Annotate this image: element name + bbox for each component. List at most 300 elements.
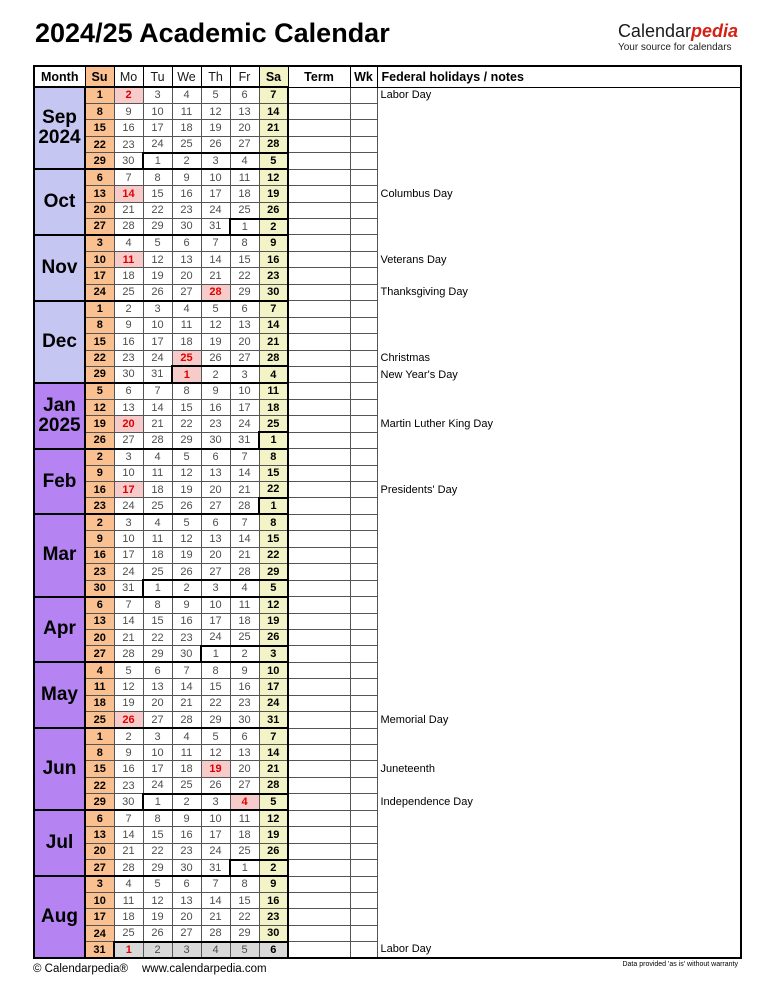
day-cell: 8 xyxy=(85,745,114,761)
day-cell: 14 xyxy=(230,465,259,481)
day-cell: 13 xyxy=(230,745,259,761)
day-cell: 6 xyxy=(230,87,259,103)
day-cell: 18 xyxy=(172,334,201,350)
day-cell: 30 xyxy=(172,646,201,662)
day-cell: 31 xyxy=(259,712,288,728)
day-cell: 29 xyxy=(85,794,114,810)
week-row xyxy=(34,909,741,925)
holiday-note: Independence Day xyxy=(377,794,741,810)
day-cell: 30 xyxy=(230,712,259,728)
week-row xyxy=(34,712,741,728)
week-row xyxy=(34,317,741,333)
day-cell: 13 xyxy=(85,186,114,202)
week-row xyxy=(34,745,741,761)
day-cell: 1 xyxy=(143,153,172,169)
notes-cell xyxy=(377,925,741,941)
day-cell: 25 xyxy=(230,843,259,859)
holiday-note: Thanksgiving Day xyxy=(377,284,741,300)
wk-cell xyxy=(350,564,377,580)
holiday-note: Memorial Day xyxy=(377,712,741,728)
day-cell: 16 xyxy=(85,482,114,498)
week-row xyxy=(34,449,741,465)
day-cell: 28 xyxy=(172,712,201,728)
wk-cell xyxy=(350,366,377,382)
notes-cell xyxy=(377,383,741,399)
day-cell: 10 xyxy=(85,251,114,267)
day-cell: 9 xyxy=(172,169,201,185)
day-cell: 20 xyxy=(85,629,114,645)
holiday-note: New Year's Day xyxy=(377,366,741,382)
day-cell: 21 xyxy=(201,268,230,284)
day-cell: 1 xyxy=(85,728,114,744)
day-cell: 24 xyxy=(230,416,259,432)
day-cell: 17 xyxy=(143,120,172,136)
day-cell: 23 xyxy=(172,843,201,859)
day-cell: 26 xyxy=(201,777,230,793)
day-cell: 11 xyxy=(85,679,114,695)
day-cell: 31 xyxy=(201,860,230,876)
term-cell xyxy=(288,284,350,300)
notes-cell xyxy=(377,613,741,629)
day-cell-holiday: 26 xyxy=(114,712,143,728)
wk-cell xyxy=(350,432,377,448)
day-cell: 4 xyxy=(85,662,114,678)
notes-cell xyxy=(377,235,741,251)
day-cell: 2 xyxy=(172,580,201,596)
term-cell xyxy=(288,909,350,925)
day-cell: 22 xyxy=(143,629,172,645)
day-cell: 10 xyxy=(201,597,230,613)
day-cell: 5 xyxy=(143,235,172,251)
day-cell: 19 xyxy=(114,695,143,711)
day-cell: 23 xyxy=(85,564,114,580)
notes-cell xyxy=(377,843,741,859)
week-row xyxy=(34,613,741,629)
notes-cell xyxy=(377,695,741,711)
week-row xyxy=(34,531,741,547)
day-cell: 28 xyxy=(114,219,143,235)
day-cell: 7 xyxy=(259,301,288,317)
day-cell: 21 xyxy=(259,761,288,777)
notes-cell xyxy=(377,892,741,908)
term-cell xyxy=(288,103,350,119)
day-cell: 29 xyxy=(143,646,172,662)
week-row xyxy=(34,597,741,613)
day-cell: 13 xyxy=(114,399,143,415)
day-cell: 3 xyxy=(114,514,143,530)
calendar-body xyxy=(34,87,741,958)
day-cell: 20 xyxy=(230,761,259,777)
day-cell: 15 xyxy=(172,399,201,415)
month-label-oct: Oct xyxy=(34,169,85,235)
month-label-aug: Aug xyxy=(34,876,85,958)
day-cell: 13 xyxy=(201,465,230,481)
notes-cell xyxy=(377,876,741,892)
term-cell xyxy=(288,482,350,498)
wk-cell xyxy=(350,334,377,350)
day-cell: 23 xyxy=(114,136,143,152)
day-cell: 11 xyxy=(172,745,201,761)
day-cell: 19 xyxy=(259,186,288,202)
day-cell: 11 xyxy=(230,810,259,826)
term-cell xyxy=(288,876,350,892)
day-cell: 10 xyxy=(85,892,114,908)
day-cell: 4 xyxy=(230,580,259,596)
wk-cell xyxy=(350,679,377,695)
notes-cell xyxy=(377,547,741,563)
term-cell xyxy=(288,777,350,793)
day-cell-holiday: 1 xyxy=(172,366,201,382)
month-label-dec: Dec xyxy=(34,301,85,383)
day-cell: 1 xyxy=(143,580,172,596)
day-cell: 8 xyxy=(143,597,172,613)
term-cell xyxy=(288,87,350,103)
day-cell: 17 xyxy=(143,334,172,350)
holiday-note: Labor Day xyxy=(377,942,741,958)
day-cell: 2 xyxy=(201,366,230,382)
notes-cell xyxy=(377,679,741,695)
day-cell: 6 xyxy=(85,597,114,613)
day-cell: 2 xyxy=(85,449,114,465)
wk-cell xyxy=(350,613,377,629)
day-cell: 22 xyxy=(201,695,230,711)
term-cell xyxy=(288,564,350,580)
day-cell: 19 xyxy=(85,416,114,432)
term-cell xyxy=(288,399,350,415)
day-cell: 30 xyxy=(172,219,201,235)
day-cell: 12 xyxy=(201,103,230,119)
notes-cell xyxy=(377,514,741,530)
day-cell: 23 xyxy=(259,909,288,925)
day-cell-holiday: 17 xyxy=(114,482,143,498)
day-cell: 25 xyxy=(172,777,201,793)
day-cell-holiday: 20 xyxy=(114,416,143,432)
day-cell: 17 xyxy=(259,679,288,695)
day-cell: 13 xyxy=(143,679,172,695)
day-cell: 22 xyxy=(85,350,114,366)
day-cell: 8 xyxy=(143,810,172,826)
day-cell: 24 xyxy=(201,202,230,218)
day-cell: 12 xyxy=(201,317,230,333)
day-cell: 2 xyxy=(85,514,114,530)
week-row xyxy=(34,498,741,514)
day-cell: 22 xyxy=(143,843,172,859)
day-cell: 24 xyxy=(143,136,172,152)
day-cell: 14 xyxy=(259,745,288,761)
day-cell: 10 xyxy=(114,531,143,547)
day-cell: 26 xyxy=(143,284,172,300)
day-cell: 29 xyxy=(230,925,259,941)
wk-cell xyxy=(350,925,377,941)
wk-cell xyxy=(350,153,377,169)
col-header-fr: Fr xyxy=(230,66,259,87)
website-link[interactable]: www.calendarpedia.com xyxy=(141,963,267,975)
day-cell: 6 xyxy=(230,301,259,317)
day-cell: 20 xyxy=(201,547,230,563)
notes-cell xyxy=(377,728,741,744)
col-header-mo: Mo xyxy=(114,66,143,87)
header-row xyxy=(34,66,741,87)
term-cell xyxy=(288,432,350,448)
page-title: 2024/25 Academic Calendar xyxy=(35,18,390,48)
day-cell: 13 xyxy=(85,613,114,629)
day-cell: 16 xyxy=(201,399,230,415)
week-row xyxy=(34,87,741,103)
week-row xyxy=(34,514,741,530)
notes-cell xyxy=(377,860,741,876)
day-cell: 7 xyxy=(172,662,201,678)
day-cell: 14 xyxy=(201,251,230,267)
term-cell xyxy=(288,925,350,941)
term-cell xyxy=(288,449,350,465)
day-cell: 4 xyxy=(114,876,143,892)
wk-cell xyxy=(350,202,377,218)
week-row xyxy=(34,580,741,596)
notes-cell xyxy=(377,120,741,136)
day-cell: 9 xyxy=(85,531,114,547)
day-cell: 20 xyxy=(172,268,201,284)
day-cell: 26 xyxy=(201,136,230,152)
day-cell: 14 xyxy=(259,103,288,119)
day-cell: 15 xyxy=(85,120,114,136)
day-cell: 27 xyxy=(230,350,259,366)
day-cell: 7 xyxy=(114,597,143,613)
day-cell: 13 xyxy=(201,531,230,547)
day-cell: 18 xyxy=(114,268,143,284)
term-cell xyxy=(288,531,350,547)
col-header-notes: Federal holidays / notes xyxy=(377,66,741,87)
day-cell: 8 xyxy=(259,449,288,465)
day-cell: 20 xyxy=(230,120,259,136)
week-row xyxy=(34,728,741,744)
term-cell xyxy=(288,613,350,629)
day-cell: 19 xyxy=(201,334,230,350)
day-cell: 10 xyxy=(201,169,230,185)
day-cell: 9 xyxy=(114,317,143,333)
day-cell: 8 xyxy=(172,383,201,399)
week-row xyxy=(34,629,741,645)
day-cell: 4 xyxy=(143,449,172,465)
day-cell: 22 xyxy=(259,547,288,563)
term-cell xyxy=(288,580,350,596)
day-cell: 28 xyxy=(143,432,172,448)
notes-cell xyxy=(377,777,741,793)
day-cell: 23 xyxy=(172,202,201,218)
day-cell: 12 xyxy=(85,399,114,415)
day-cell: 9 xyxy=(172,810,201,826)
day-cell: 12 xyxy=(259,810,288,826)
day-cell: 4 xyxy=(114,235,143,251)
day-cell: 6 xyxy=(201,514,230,530)
day-cell: 11 xyxy=(230,169,259,185)
wk-cell xyxy=(350,662,377,678)
week-row xyxy=(34,169,741,185)
term-cell xyxy=(288,843,350,859)
day-cell: 21 xyxy=(230,482,259,498)
day-cell: 31 xyxy=(85,942,114,958)
day-cell: 19 xyxy=(259,827,288,843)
term-cell xyxy=(288,301,350,317)
day-cell: 20 xyxy=(143,695,172,711)
day-cell: 29 xyxy=(172,432,201,448)
wk-cell xyxy=(350,580,377,596)
notes-cell xyxy=(377,334,741,350)
day-cell: 16 xyxy=(172,613,201,629)
day-cell: 31 xyxy=(230,432,259,448)
day-cell: 6 xyxy=(230,728,259,744)
day-cell-holiday: 11 xyxy=(114,251,143,267)
week-row xyxy=(34,136,741,152)
calendarpedia-logo[interactable] xyxy=(618,22,738,53)
day-cell: 27 xyxy=(85,646,114,662)
col-header-wk: Wk xyxy=(350,66,377,87)
col-header-sa: Sa xyxy=(259,66,288,87)
day-cell: 30 xyxy=(172,860,201,876)
notes-cell xyxy=(377,301,741,317)
day-cell: 31 xyxy=(201,219,230,235)
month-label-mar: Mar xyxy=(34,514,85,596)
day-cell: 29 xyxy=(201,712,230,728)
day-cell: 2 xyxy=(114,301,143,317)
day-cell: 25 xyxy=(143,498,172,514)
day-cell: 21 xyxy=(114,202,143,218)
day-cell: 18 xyxy=(230,186,259,202)
day-cell: 13 xyxy=(85,827,114,843)
day-cell: 2 xyxy=(259,860,288,876)
term-cell xyxy=(288,416,350,432)
day-cell: 18 xyxy=(259,399,288,415)
day-cell: 1 xyxy=(201,646,230,662)
day-cell: 16 xyxy=(114,334,143,350)
day-cell: 1 xyxy=(85,87,114,103)
day-cell: 27 xyxy=(230,136,259,152)
day-cell: 28 xyxy=(230,564,259,580)
notes-cell xyxy=(377,399,741,415)
day-cell: 12 xyxy=(259,169,288,185)
wk-cell xyxy=(350,629,377,645)
day-cell: 16 xyxy=(85,547,114,563)
month-label-nov: Nov xyxy=(34,235,85,301)
notes-cell xyxy=(377,827,741,843)
footer-left xyxy=(33,963,267,975)
day-cell: 3 xyxy=(85,876,114,892)
day-cell: 24 xyxy=(114,498,143,514)
day-cell: 22 xyxy=(230,909,259,925)
day-cell: 8 xyxy=(230,876,259,892)
term-cell xyxy=(288,860,350,876)
day-cell: 22 xyxy=(85,777,114,793)
week-row xyxy=(34,350,741,366)
day-cell: 14 xyxy=(114,827,143,843)
day-cell: 3 xyxy=(201,580,230,596)
day-cell: 23 xyxy=(201,416,230,432)
day-cell: 26 xyxy=(172,564,201,580)
day-cell: 3 xyxy=(143,301,172,317)
day-cell: 9 xyxy=(114,745,143,761)
day-cell: 3 xyxy=(172,942,201,958)
day-cell: 24 xyxy=(114,564,143,580)
week-row xyxy=(34,202,741,218)
week-row xyxy=(34,876,741,892)
term-cell xyxy=(288,679,350,695)
month-label-feb: Feb xyxy=(34,449,85,515)
day-cell: 28 xyxy=(114,860,143,876)
day-cell: 25 xyxy=(259,416,288,432)
day-cell: 6 xyxy=(172,876,201,892)
week-row xyxy=(34,251,741,267)
day-cell: 15 xyxy=(143,827,172,843)
week-row xyxy=(34,268,741,284)
wk-cell xyxy=(350,268,377,284)
notes-cell xyxy=(377,498,741,514)
wk-cell xyxy=(350,465,377,481)
notes-cell xyxy=(377,810,741,826)
wk-cell xyxy=(350,136,377,152)
week-row xyxy=(34,662,741,678)
logo-text-red: pedia xyxy=(690,21,738,41)
week-row xyxy=(34,547,741,563)
day-cell: 18 xyxy=(172,120,201,136)
day-cell: 25 xyxy=(172,136,201,152)
notes-cell xyxy=(377,153,741,169)
term-cell xyxy=(288,728,350,744)
notes-cell xyxy=(377,629,741,645)
day-cell: 16 xyxy=(259,892,288,908)
day-cell: 8 xyxy=(143,169,172,185)
day-cell: 14 xyxy=(114,613,143,629)
day-cell: 20 xyxy=(85,843,114,859)
day-cell: 4 xyxy=(172,87,201,103)
day-cell: 3 xyxy=(201,153,230,169)
day-cell: 22 xyxy=(85,136,114,152)
wk-cell xyxy=(350,547,377,563)
day-cell: 4 xyxy=(172,728,201,744)
holiday-note: Labor Day xyxy=(377,87,741,103)
day-cell: 27 xyxy=(85,219,114,235)
day-cell: 6 xyxy=(201,449,230,465)
day-cell: 14 xyxy=(143,399,172,415)
day-cell: 2 xyxy=(172,794,201,810)
wk-cell xyxy=(350,383,377,399)
day-cell: 5 xyxy=(172,449,201,465)
day-cell: 3 xyxy=(201,794,230,810)
day-cell: 22 xyxy=(172,416,201,432)
col-header-month: Month xyxy=(34,66,85,87)
month-label-sep: Sep 2024 xyxy=(34,87,85,169)
logo-text-black: Calendar xyxy=(617,21,691,41)
week-row xyxy=(34,399,741,415)
day-cell: 8 xyxy=(259,514,288,530)
term-cell xyxy=(288,629,350,645)
notes-cell xyxy=(377,317,741,333)
holiday-note: Columbus Day xyxy=(377,186,741,202)
day-cell: 27 xyxy=(201,498,230,514)
day-cell: 15 xyxy=(85,334,114,350)
day-cell: 10 xyxy=(143,103,172,119)
day-cell: 4 xyxy=(259,366,288,382)
day-cell: 17 xyxy=(85,909,114,925)
col-header-su: Su xyxy=(85,66,114,87)
wk-cell xyxy=(350,646,377,662)
day-cell: 25 xyxy=(230,629,259,645)
day-cell: 14 xyxy=(259,317,288,333)
week-row xyxy=(34,777,741,793)
week-row xyxy=(34,564,741,580)
term-cell xyxy=(288,794,350,810)
notes-cell xyxy=(377,136,741,152)
day-cell: 4 xyxy=(201,942,230,958)
day-cell: 29 xyxy=(230,284,259,300)
